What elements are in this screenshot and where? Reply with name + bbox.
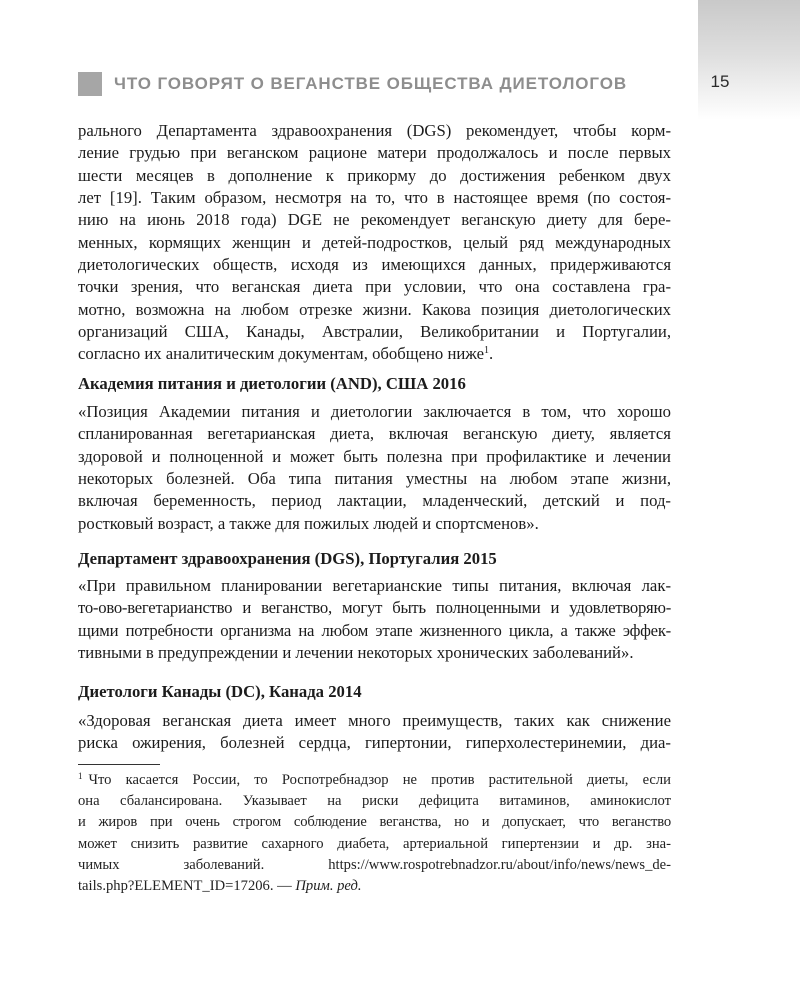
section-heading-and: Академия питания и диетологии (AND), США 2016	[78, 374, 466, 393]
footnote-marker: 1	[78, 771, 83, 781]
footnote-line	[78, 770, 671, 791]
footnote	[78, 770, 671, 897]
text-line: ростковый возраст, а также для пожилых людей и спортсменов».	[78, 513, 539, 533]
footnote-line: она сбалансирована. Указывает на риски дефицита витаминов, аминокислот	[78, 793, 671, 810]
text-line-content: согласно их аналитическим документам, обобщено ниже	[78, 344, 485, 364]
text-line: «Здоровая веганская диета имеет много преимуществ, таких как снижение	[78, 711, 671, 730]
footnote-line	[78, 876, 671, 897]
footnote-reference: 1	[484, 345, 490, 357]
text-line	[78, 343, 671, 365]
page-corner-tab	[698, 0, 800, 120]
text-line: некоторых болезней. Оба типа питания уместны на любом этапе жизни,	[78, 469, 671, 489]
footnote-line-content: tails.php?ELEMENT_ID=17206. —	[78, 877, 296, 894]
text-line: тивными в предупреждении и лечении некоторых хронических заболеваний».	[78, 643, 634, 663]
text-line: мотно, возможна на любом отрезке жизни. Какова позиция диетологических	[78, 299, 671, 319]
text-line: то-ово-вегетарианство и веганство, могут быть полноценными и удовлетворяю-	[78, 598, 671, 618]
section-heading-dc: Диетологи Канады (DC), Канада 2014	[78, 682, 362, 701]
section-heading-dgs: Департамент здравоохранения (DGS), Португалия 2015	[78, 549, 497, 568]
text-line: «Позиция Академии питания и диетологии заключается в том, что хорошо	[78, 402, 671, 421]
page-number: 15	[710, 72, 730, 91]
text-line: диетологических обществ, исходя из имеющихся данных, придерживаются	[78, 255, 671, 275]
footnote-line: может снизить развитие сахарного диабета, артериальной гипертензии и др. зна-	[78, 835, 671, 852]
footnote-line-content: Что касается России, то Роспотребнадзор не против растительной диеты, если	[88, 772, 671, 788]
text-line: ление грудью при веганском рационе матери продолжалось и после первых	[78, 143, 671, 163]
text-line: нию на июнь 2018 года) DGE не рекомендует веганскую диету для бере-	[78, 210, 671, 230]
text-line: шести месяцев в дополнение к прикорму до достижения ребенком двух	[78, 165, 671, 185]
text-line: «При правильном планировании вегетарианские типы питания, включая лак-	[78, 576, 671, 595]
text-line: рального Департамента здравоохранения (DGS) рекомендует, чтобы корм-	[78, 121, 671, 140]
footnote-line: и жиров при очень строгом соблюдение веганства, но и допускает, что веганство	[78, 814, 671, 831]
quote-and	[78, 401, 671, 535]
running-head: ЧТО ГОВОРЯТ О ВЕГАНСТВЕ ОБЩЕСТВА ДИЕТОЛОГОВ	[114, 74, 628, 93]
text-line: включая беременность, период лактации, младенческий, детский и под-	[78, 491, 671, 511]
text-line: организаций США, Канады, Австралии, Великобритании и Португалии,	[78, 322, 671, 342]
footnote-divider	[78, 764, 160, 765]
intro-paragraph	[78, 120, 671, 366]
quote-dc	[78, 710, 671, 755]
header-square-marker	[78, 72, 102, 96]
text-line: щими потребности организма на любом этапе жизненного цикла, а также эффек-	[78, 620, 671, 640]
editor-note: Прим. ред.	[295, 877, 362, 894]
sentence-end: .	[489, 344, 494, 364]
footnote-line: чимых заболеваний. https://www.rospotrebnadzor.ru/about/info/news/news_de-	[78, 856, 671, 873]
text-line: спланированная вегетарианская диета, включая веганскую диету, является	[78, 424, 671, 444]
text-line: лет [19]. Таким образом, несмотря на то, что в настоящее время (по состоя-	[78, 188, 671, 208]
quote-dgs	[78, 575, 671, 664]
text-line: здоровой и полноценной и может быть полезна при профилактике и лечении	[78, 446, 671, 466]
text-line: точки зрения, что веганская диета при условии, что она составлена гра-	[78, 277, 671, 297]
text-line: риска ожирения, болезней сердца, гипертонии, гиперхолестеринемии, диа-	[78, 733, 671, 753]
text-line: менных, кормящих женщин и детей-подростков, целый ряд международных	[78, 232, 671, 252]
